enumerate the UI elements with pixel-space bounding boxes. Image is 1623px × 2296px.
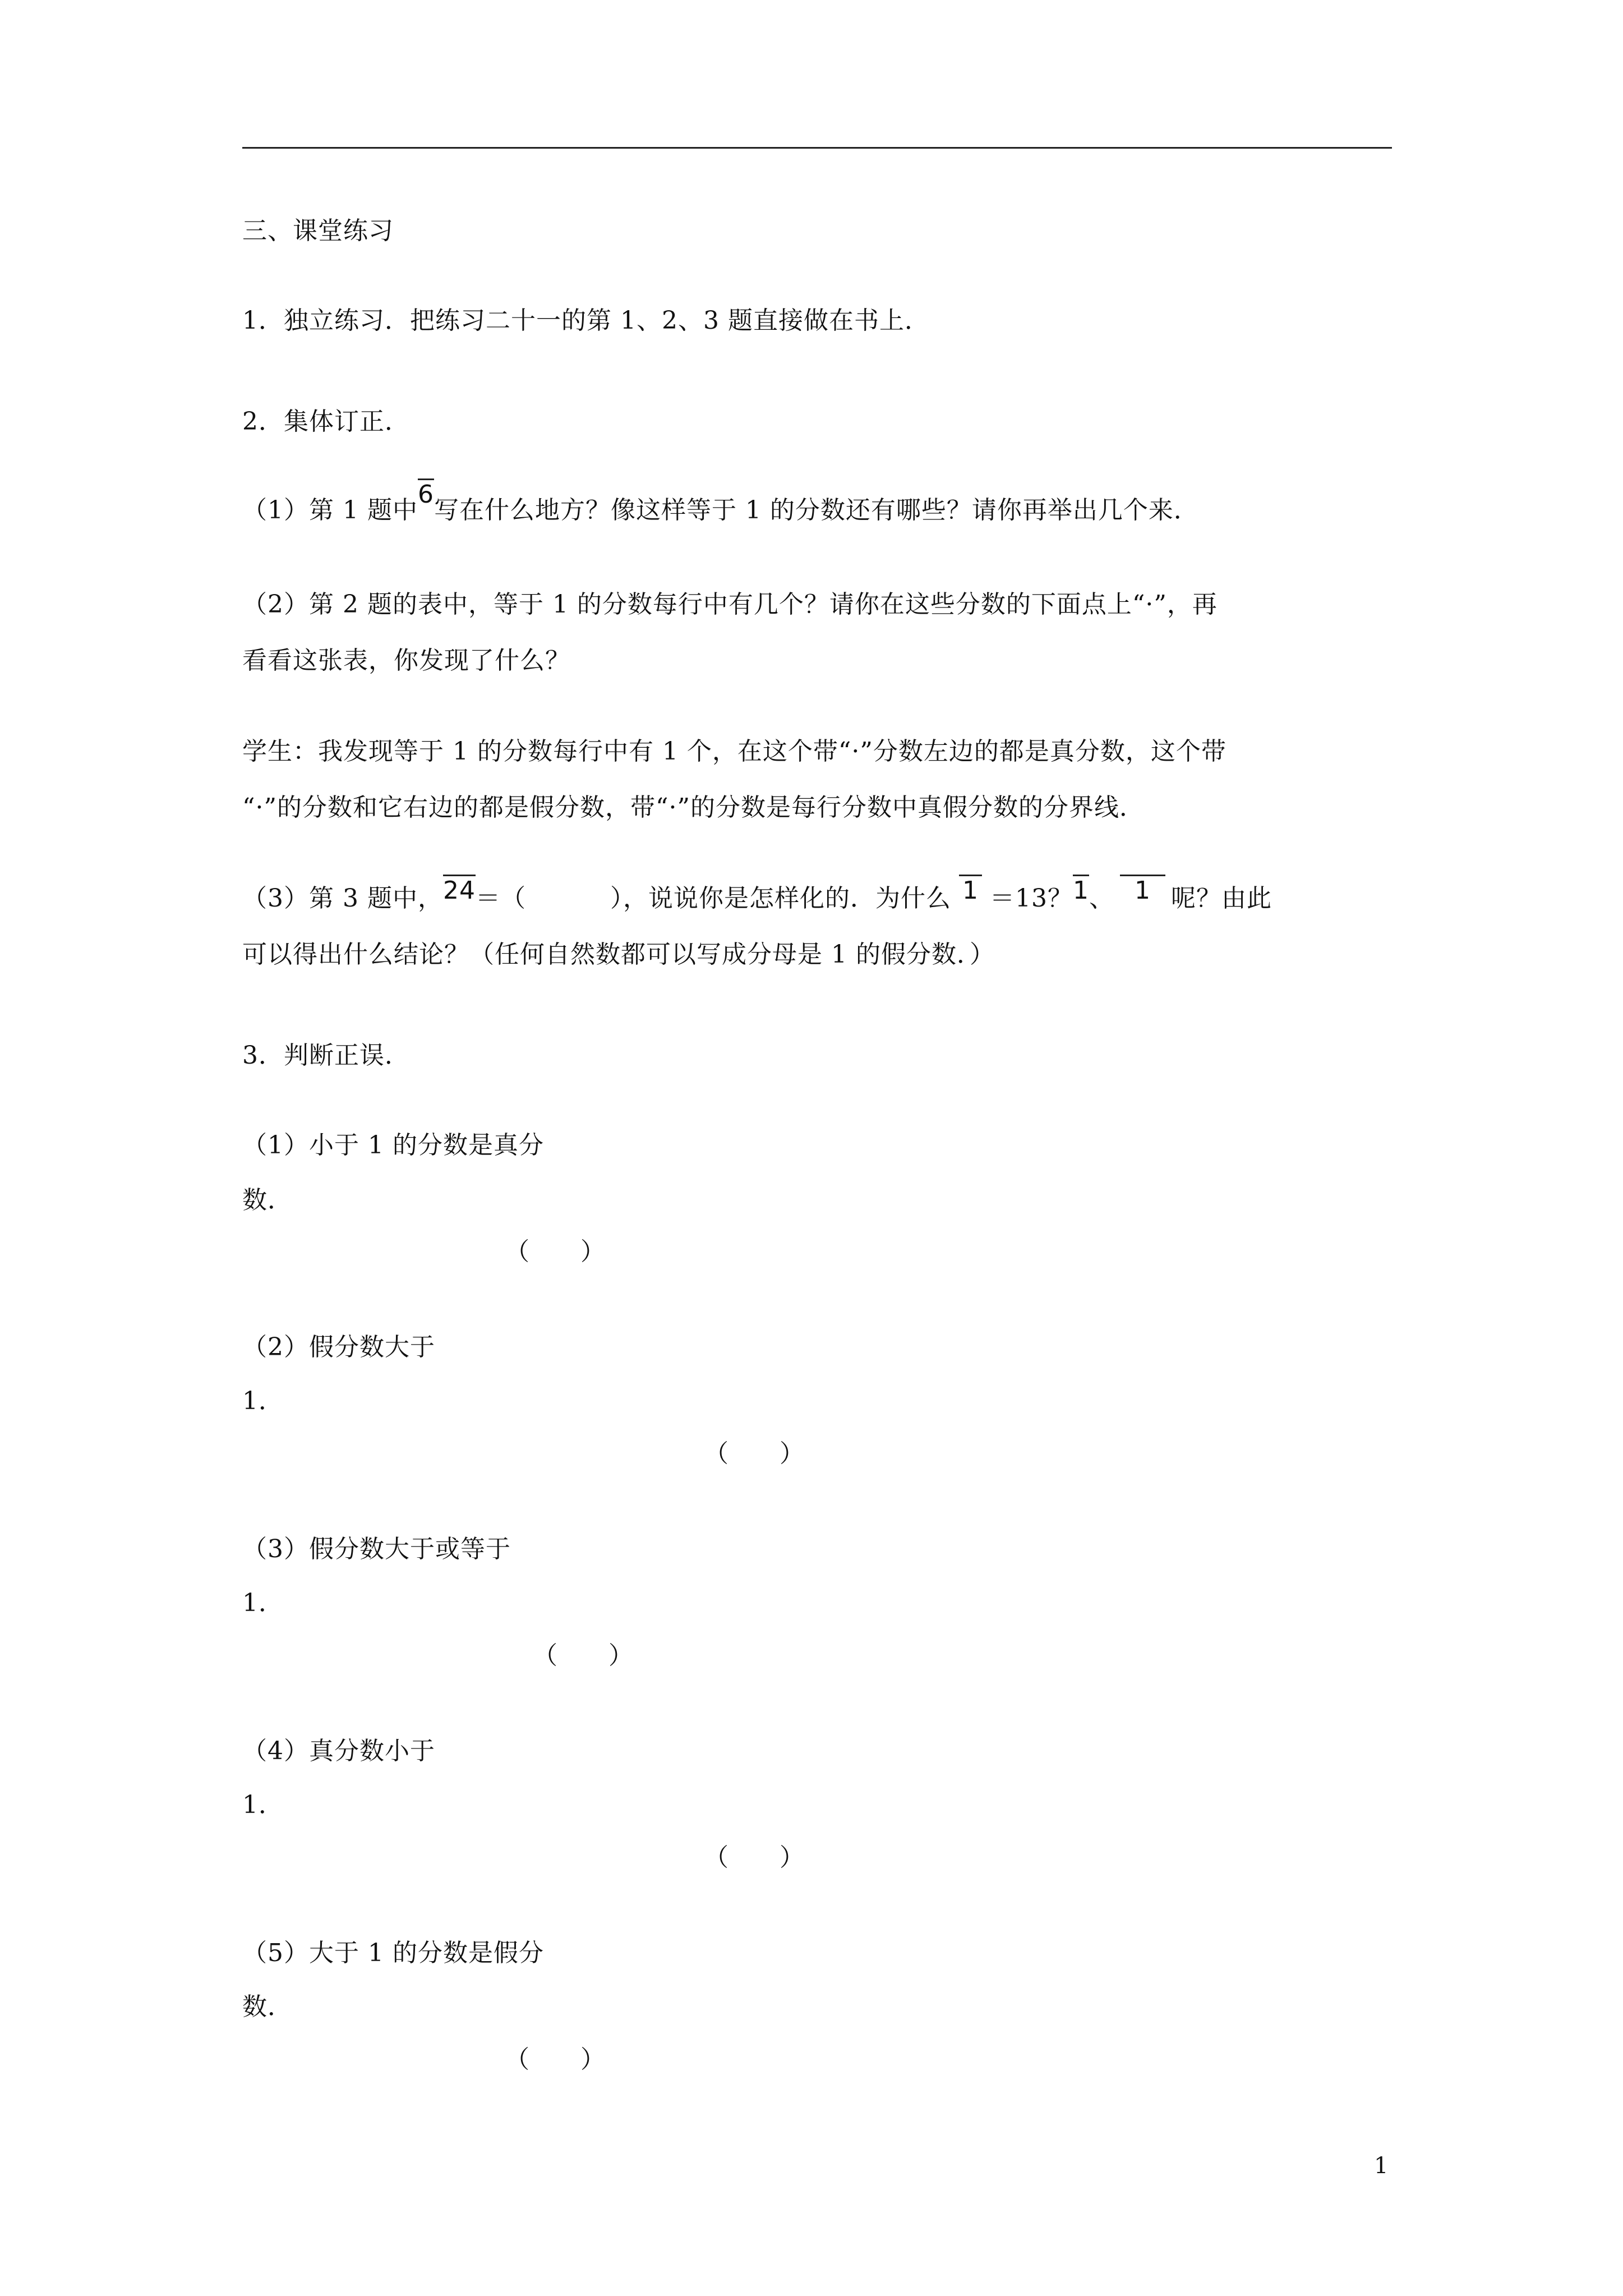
q3-text-a: （3）第 3 题中， xyxy=(242,884,443,913)
q3-text-c: ），说说你是怎样化的．为什么 xyxy=(610,884,951,913)
item-2: 2．集体订正． xyxy=(242,407,410,436)
judge-5-line-2: 数． xyxy=(242,1993,293,2021)
fraction-six: 6 xyxy=(418,478,434,512)
judge-1-line-1: （1）小于 1 的分数是真分 xyxy=(242,1131,544,1159)
judge-5-line-1: （5）大于 1 的分数是假分 xyxy=(242,1939,544,1967)
judge-3-line-2: 1． xyxy=(242,1589,284,1617)
q3-text-e: 、 xyxy=(1089,884,1114,913)
judge-5-paren: （ ） xyxy=(505,2045,606,2074)
judge-3-paren: （ ） xyxy=(533,1641,634,1670)
question-3-line-1 xyxy=(242,876,1272,915)
question-3-line-2: 可以得出什么结论？（任何自然数都可以写成分母是 1 的假分数．） xyxy=(242,940,995,969)
header-rule xyxy=(242,147,1392,149)
page-number: 1 xyxy=(1374,2153,1389,2179)
item-3: 3．判断正误． xyxy=(242,1041,410,1070)
q3-text-d: ＝13？ xyxy=(989,884,1073,913)
judge-1-paren: （ ） xyxy=(505,1237,606,1266)
judge-4-paren: （ ） xyxy=(704,1843,805,1872)
judge-2-paren: （ ） xyxy=(704,1439,805,1468)
item-1: 1．独立练习．把练习二十一的第 1、2、3 题直接做在书上． xyxy=(242,306,930,335)
question-1 xyxy=(242,480,1199,527)
q1-text-b: 写在什么地方？像这样等于 1 的分数还有哪些？请你再举出几个来． xyxy=(434,496,1199,524)
judge-4-line-2: 1． xyxy=(242,1791,284,1819)
fraction-1-b: 1 xyxy=(1073,874,1089,908)
fraction-1-c: 1 xyxy=(1114,874,1171,908)
judge-2-line-1: （2）假分数大于 xyxy=(242,1333,435,1361)
question-2-line-2: 看看这张表，你发现了什么？ xyxy=(242,646,570,675)
student-answer-line-1: 学生：我发现等于 1 的分数每行中有 1 个，在这个带“·”分数左边的都是真分数，这个带 xyxy=(242,737,1227,766)
question-2-line-1: （2）第 2 题的表中，等于 1 的分数每行中有几个？请你在这些分数的下面点上“·”，再 xyxy=(242,590,1218,619)
q3-text-b: ＝（ xyxy=(475,884,526,913)
judge-1-line-2: 数． xyxy=(242,1186,293,1214)
judge-3-line-1: （3）假分数大于或等于 xyxy=(242,1535,511,1563)
fraction-24: 24 xyxy=(443,874,476,908)
fraction-1-a: 1 xyxy=(951,874,990,908)
judge-4-line-1: （4）真分数小于 xyxy=(242,1737,435,1765)
q3-text-f: 呢？由此 xyxy=(1170,884,1272,913)
section-title: 三、课堂练习 xyxy=(242,217,394,245)
student-answer-line-2: “·”的分数和它右边的都是假分数，带“·”的分数是每行分数中真假分数的分界线． xyxy=(242,793,1145,822)
judge-2-line-2: 1． xyxy=(242,1387,284,1415)
q1-text-a: （1）第 1 题中 xyxy=(242,496,418,524)
